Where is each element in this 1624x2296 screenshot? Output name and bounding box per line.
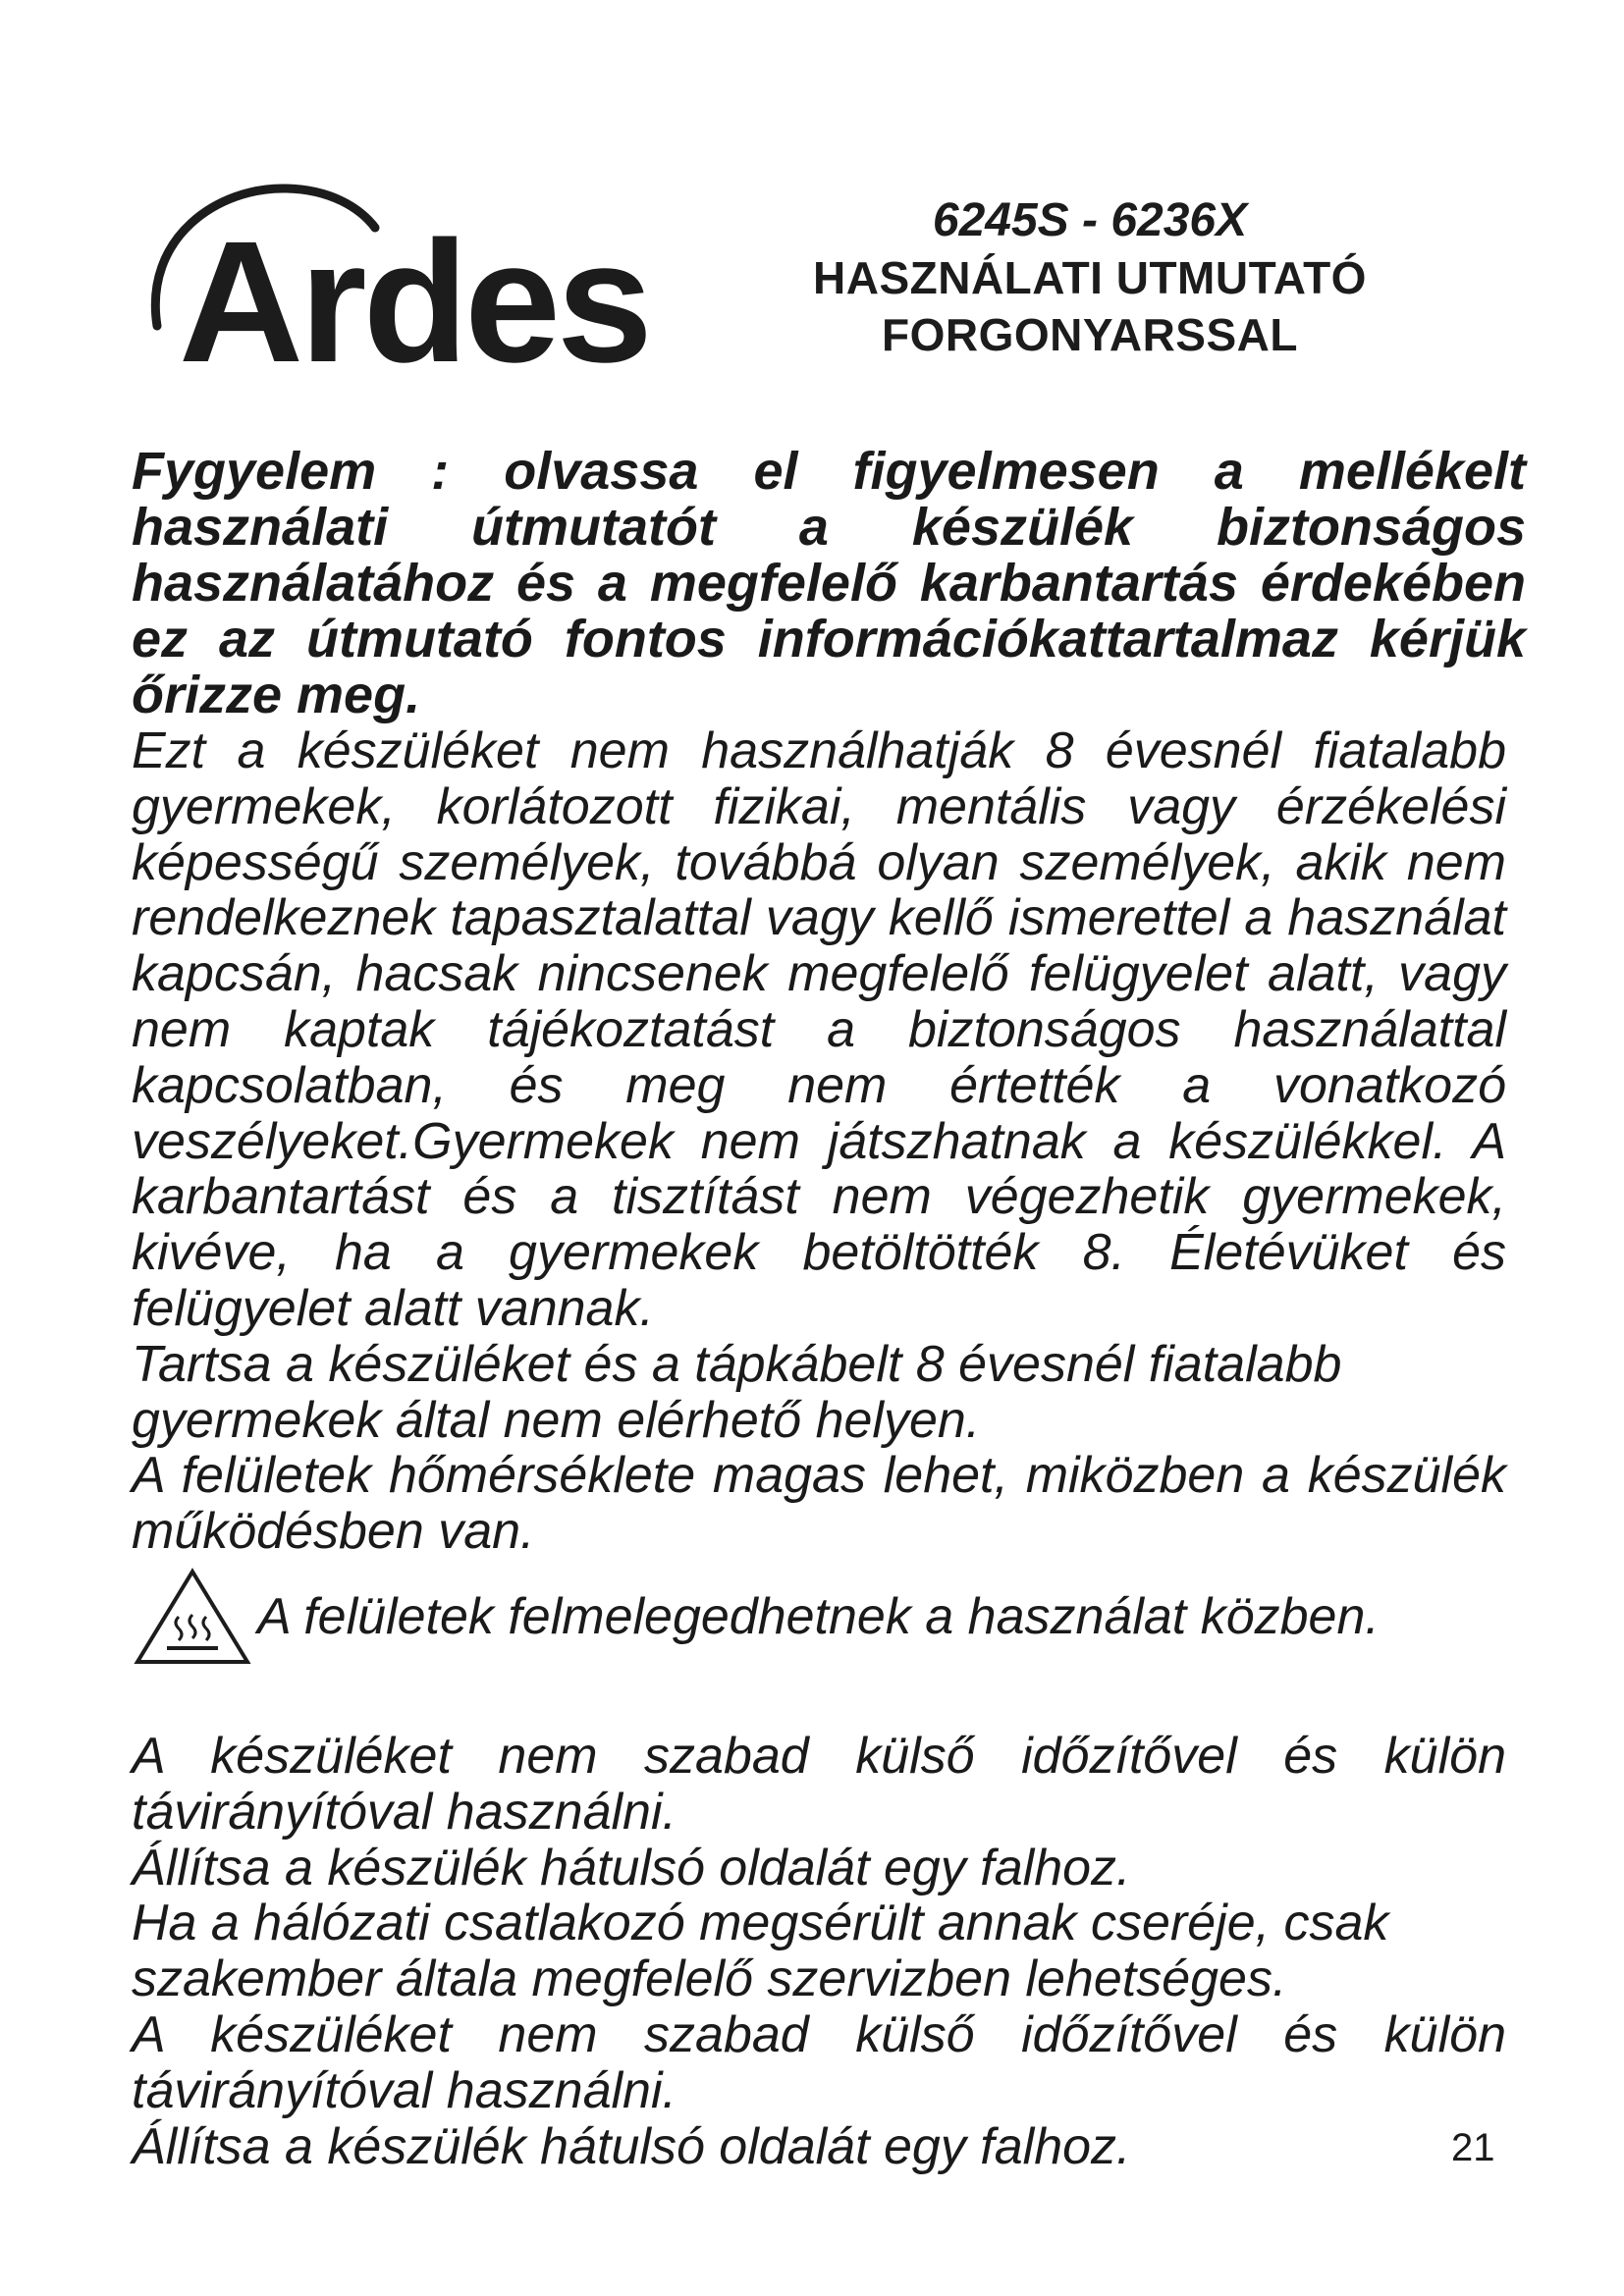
hot-surface-text: A felületek felmelegedhetnek a használat közben. <box>257 1587 1380 1645</box>
document-header <box>746 192 1434 363</box>
model-number: 6245S - 6236X <box>932 194 1248 246</box>
safety-paragraph-children: Ezt a készüléket nem használhatják 8 évesnél fiatalabb gyermekek, korlátozott fizikai, mentális vagy érzékelési képességű személyek, továbbá olyan személyek, akik nem rendelkeznek tapasztalattal vagy kellő ismerettel a használat kapcsán, hacsak nincsenek megfelelő felügyelet alatt, vagy nem kaptak tájékoztatást a biztonságos használattal kapcsolatban, és meg nem értették a vonatkozó veszélyeket.Gyermekek nem játszhatnak a készülékkel. A karbantartást és a tisztítást nem végezhetik gyermekek, kivéve, ha a gyermekek betöltötték 8. Életévüket és felügyelet alatt vannak. <box>132 722 1506 1337</box>
wall-paragraph: Állítsa a készülék hátulsó oldalát egy falhoz. <box>132 1839 1131 1896</box>
document-title: HASZNÁLATI UTMUTATÓ <box>813 252 1367 303</box>
safety-paragraph-cable: Tartsa a készüléket és a tápkábelt 8 évesnél fiatalabb gyermekek által nem elérhető helyen. <box>132 1335 1342 1449</box>
document-body <box>132 444 1526 2174</box>
timer-paragraph: A készüléket nem szabad külső időzítővel és külön távirányítóval használni. <box>132 1727 1506 1841</box>
ardes-logo <box>130 179 649 404</box>
attention-warning: Fygyelem : olvassa el figyelmesen a mellékelt használati útmutatót a készülék biztonságos használatához és a megfelelő karbantartás érdekében ez az útmutató fontos információkattartalmaz kérjük őrizze meg. <box>132 442 1526 724</box>
page-number: 21 <box>1451 2126 1495 2169</box>
timer-paragraph-repeat: A készüléket nem szabad külső időzítővel és külön távirányítóval használni. <box>132 2005 1506 2119</box>
safety-paragraph-temperature: A felületek hőmérséklete magas lehet, miközben a készülék működésben van. <box>132 1447 1506 1561</box>
section-gap <box>132 1670 1526 1729</box>
wall-paragraph-repeat: Állítsa a készülék hátulsó oldalát egy falhoz. <box>132 2117 1131 2175</box>
plug-paragraph: Ha a hálózati csatlakozó megsérült annak cseréje, csak szakember általa megfelelő szervizben lehetséges. <box>132 1895 1389 2008</box>
document-subtitle: FORGONYARSSAL <box>882 309 1298 360</box>
hot-surface-warning-icon <box>132 1566 253 1668</box>
hot-surface-notice <box>132 1564 1526 1670</box>
logo-wordmark: Ardes <box>179 206 649 399</box>
